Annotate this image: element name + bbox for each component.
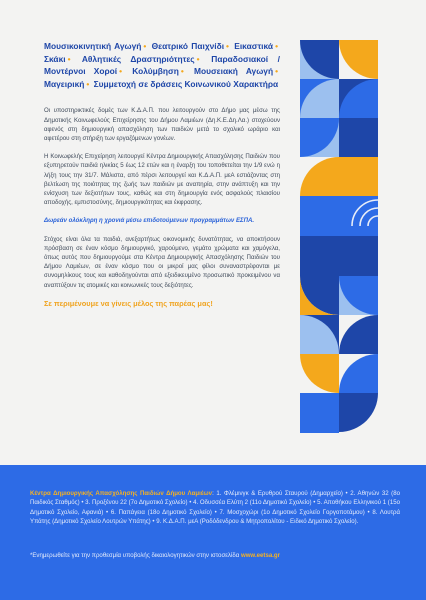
website-link[interactable]: www.eetsa.gr	[240, 552, 281, 559]
art-tile-dark	[339, 118, 378, 157]
bullet-dot: •	[226, 41, 229, 51]
art-tile-quarter-circle	[339, 315, 378, 354]
art-tile-semicircle	[300, 157, 378, 196]
bullet-dot: •	[196, 53, 200, 64]
art-tile-quarter-circle	[339, 393, 378, 432]
services-paragraph: Η Κοινωφελής Επιχείρηση λειτουργεί Κέντρα Δημιουργικής Απασχόλησης Παιδιών που εξυπηρετούν παιδιά ηλικίας 5 έως 12 ετών και η έναρξη του τοποθετείται την 1/9 ενώ η λήξη τους την 31/7. Μάλιστα, από πέρσι λειτουργεί και Κ.Δ.Α.Π. μεΑ εστιάζοντας στη βελτίωση της ποιότητας της ζωής των παιδιών με αναπηρία, στην ανάπτυξη και την ενίσχυση των δεξιοτήτων τους, καθώς και στη δημιουργία ενός ασφαλούς πλαισίου αποδοχής, εμπιστοσύνης, δημιουργικότητας και έκφρασης.	[44, 153, 280, 207]
goal-paragraph: Στόχος είναι όλα τα παιδιά, ανεξαρτήτως οικονομικής δυνατότητας, να αποκτήσουν πρόσβαση σε έναν κόσμο δημιουργικό, χαρούμενο, γεμάτο χρώματα και χαμόγελα, όπως αυτός που δημιουργούμε στα Κέντρα Δημιουργικής Απασχόλησης Παιδιών του Δήμου Λαμιέων, σε έναν κόσμο που οι μικροί μας φίλοι συναναστρέφονται με συνομηλίκους τους και καθοδηγούνται από εξειδικευμένο προσωπικό προκειμένου να αναπτύξουν τις ατομικές και κοινωνικές τους δεξιότητες.	[44, 235, 280, 289]
activity-item: Κολύμβηση	[132, 66, 179, 77]
deadline-note	[30, 551, 400, 560]
activity-item: Σκάκι	[44, 53, 66, 64]
activity-item: Μαγειρική	[44, 78, 85, 89]
invitation-text: Σε περιμένουμε να γίνεις μέλος της παρέας μας!	[44, 298, 213, 308]
activity-item: Παραδοσιακοί / Μοντέρνοι Χοροί	[44, 53, 281, 77]
centers-locations: : 1. Φλέμινγκ & Ερυθρού Σταυρού (Δημαρχείο) • 2. Αθηνών 32 (8ο Παιδικός Σταθμός) • 3. Προξένου 22 (7ο Δημοτικό Σχολείο) • 4. Οδυσσέα Ελύτη 2 (11ο Δημοτικό Σχολείο) • 5. Αποθήκου Ελληνικού 1 (15ο Δημοτικό Σχολείο, Αφανιά) • 6. Παπάγεια (18ο Δημοτικό Σχολείο) • 7. Μοσχοχώρι (1ο Δημοτικό Σχολείο Γοργοποτάμου) • 8. Λουτρά Υπάτης (Δημοτικό Σχολείο Λουτρών Υπάτης) • 9. Κ.Δ.Α.Π. μεΑ (Ροδόδενδρου & Μητροπολίτου - Ειδικό Δημοτικό Σχολείο).	[30, 490, 400, 526]
centers-heading: Κέντρα Δημιουργικής Απασχόλησης Παιδιών Δήμου Λαμιέων	[30, 490, 213, 497]
footer-band	[0, 465, 426, 600]
free-program-note: Δωρεάν ολόκληρη η χρονιά μέσω επιδοτούμενων προγραμμάτων ΕΣΠΑ.	[44, 217, 255, 225]
art-tile-quarter-circle	[339, 40, 378, 79]
bullet-dot: •	[275, 66, 278, 77]
bullet-dot: •	[67, 53, 71, 64]
bullet-dot: •	[119, 66, 123, 77]
bullet-dot: •	[275, 41, 278, 51]
intro-paragraph: Οι υποστηρικτικές δομές των Κ.Δ.Α.Π. που λειτουργούν στο Δήμο μας μέσω της Δημοτικής Κοινωφελούς Επιχείρησης του Δήμου Λαμιέων (Δη.Κ.Ε.Δη.Λα.) στοχεύουν αφενός στη δημιουργική απασχόληση των παιδιών μετά το σχολικό ωράριο και αφετέρου στη στήριξη των εργαζόμενων γονέων.	[44, 107, 280, 142]
centers-list	[30, 489, 400, 527]
decorative-geometric-art	[300, 40, 378, 440]
art-tile-mid	[300, 393, 339, 433]
main-content	[44, 40, 280, 309]
deadline-note-text: *Ενημερωθείτε για την προθεσμία υποβολής δικαιολογητικών στην ιστοσελίδα	[30, 552, 240, 559]
art-tile-quarter-circle	[300, 354, 339, 393]
bullet-dot: •	[180, 66, 184, 77]
art-tile-quarter-circle	[339, 354, 378, 393]
activity-item: Αθλητικές Δραστηριότητες	[81, 53, 195, 64]
bullet-dot: •	[143, 41, 147, 51]
activity-item: Συμμετοχή σε δράσεις Κοινωνικού Χαρακτήρα	[93, 78, 279, 89]
activity-item: Μουσειακή Αγωγή	[193, 66, 274, 77]
activity-item: Θεατρικό Παιχνίδι	[151, 41, 225, 51]
activities-list	[44, 40, 280, 90]
activity-item: Μουσικοκινητική Αγωγή	[44, 41, 142, 51]
bullet-dot: •	[86, 78, 90, 89]
activity-item: Εικαστικά	[234, 41, 274, 51]
